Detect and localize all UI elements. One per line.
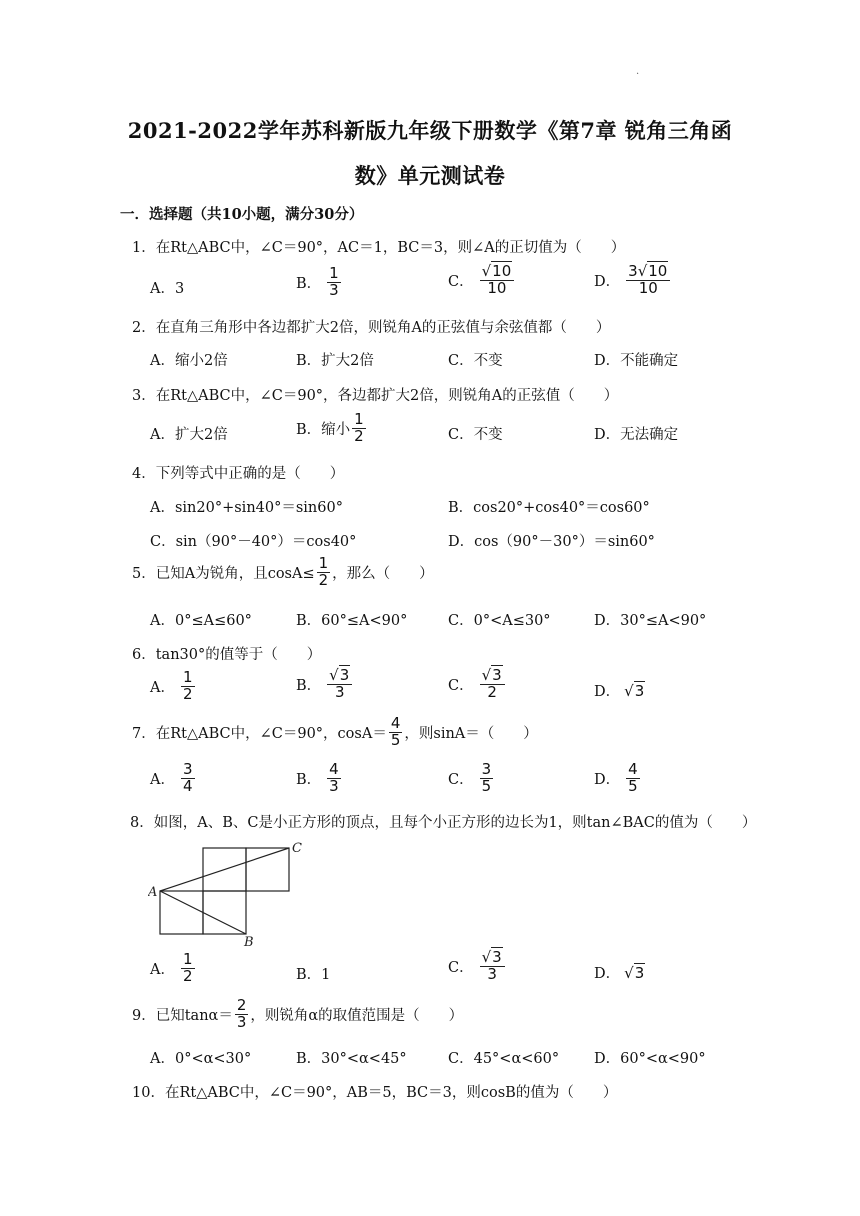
q1-option-a: A．3 bbox=[150, 281, 185, 297]
q6-option-b: B． $\frac{√3}{3}$ bbox=[296, 668, 354, 701]
question-1: 1．在Rt△ABC中，∠C＝90°，AC＝1，BC＝3，则∠A的正切值为（ ） bbox=[132, 240, 626, 256]
q8-option-a: A． $\frac{1}{2}$ bbox=[150, 950, 193, 985]
q1-option-b: B． $\frac{1}{3}$ bbox=[296, 264, 339, 299]
q1-d-fraction: $\frac{3√10}{10}$ bbox=[626, 264, 670, 297]
q7-option-a: A． $\frac{3}{4}$ bbox=[150, 760, 193, 795]
question-8: 8．如图，A、B、C是小正方形的顶点，且每个小正方形的边长为1，则tan∠BAC的值为（ ） bbox=[130, 815, 757, 831]
q6-option-d: D． √3 bbox=[594, 681, 645, 700]
q7-fraction: $\frac{4}{5}$ bbox=[390, 714, 401, 749]
grid-square-4 bbox=[246, 848, 289, 891]
question-6: 6．tan30°的值等于（ ） bbox=[132, 647, 322, 663]
q1-b-fraction: $\frac{1}{3}$ bbox=[329, 264, 339, 299]
q7-a-fraction: $\frac{3}{4}$ bbox=[182, 760, 193, 795]
question-3: 3．在Rt△ABC中，∠C＝90°，各边都扩大2倍，则锐角A的正弦值（ ） bbox=[132, 388, 619, 404]
q2-option-b: B．扩大2倍 bbox=[296, 353, 374, 369]
question-2: 2．在直角三角形中各边都扩大2倍，则锐角A的正弦值与余弦值都（ ） bbox=[132, 320, 611, 336]
question-7: 7．在Rt△ABC中，∠C＝90°，cosA＝ $\frac{4}{5}$ ，则sinA＝（ ） bbox=[132, 714, 538, 749]
q2-option-a: A．缩小2倍 bbox=[150, 353, 228, 369]
grid-figure bbox=[148, 838, 308, 948]
page-title-line2: 数》单元测试卷 bbox=[354, 163, 506, 188]
q7-d-fraction: $\frac{4}{5}$ bbox=[628, 760, 638, 795]
q9-fraction: $\frac{2}{3}$ bbox=[236, 996, 247, 1031]
q7-option-d: D． $\frac{4}{5}$ bbox=[594, 760, 638, 795]
q9-option-c: C．45°<α<60° bbox=[448, 1051, 560, 1067]
question-10: 10．在Rt△ABC中，∠C＝90°，AB＝5，BC＝3，则cosB的值为（ ） bbox=[132, 1085, 618, 1101]
q6-c-fraction: $\frac{√3}{2}$ bbox=[480, 668, 505, 701]
q4-option-d: D．cos（90°－30°）＝sin60° bbox=[448, 534, 655, 550]
q4-option-c: C．sin（90°－40°）＝cos40° bbox=[150, 534, 357, 550]
q5-fraction: $\frac{1}{2}$ bbox=[318, 554, 329, 589]
top-mark: . bbox=[636, 66, 640, 77]
grid-square-2 bbox=[203, 891, 246, 934]
q3-option-a: A．扩大2倍 bbox=[150, 427, 228, 443]
question-5: 5．已知A为锐角，且cosA≤ $\frac{1}{2}$ ，那么（ ） bbox=[132, 554, 434, 589]
q3-option-c: C．不变 bbox=[448, 427, 503, 443]
grid-square-1 bbox=[160, 891, 203, 934]
q2-option-c: C．不变 bbox=[448, 353, 503, 369]
page-title-line1: 2021-2022学年苏科新版九年级下册数学《第7章 锐角三角函 bbox=[127, 118, 733, 143]
q5-option-d: D．30°≤A<90° bbox=[594, 613, 707, 629]
q3-option-b: B．缩小 $\frac{1}{2}$ bbox=[296, 410, 364, 445]
q6-d-sqrt: √3 bbox=[624, 681, 645, 700]
question-4: 4．下列等式中正确的是（ ） bbox=[132, 466, 345, 482]
q7-b-fraction: $\frac{4}{3}$ bbox=[329, 760, 339, 795]
q8-option-d: D． √3 bbox=[594, 963, 645, 982]
q7-option-c: C． $\frac{3}{5}$ bbox=[448, 760, 492, 795]
label-b: B bbox=[244, 935, 254, 948]
q9-option-a: A．0°<α<30° bbox=[150, 1051, 252, 1067]
q1-c-fraction: $\frac{√10}{10}$ bbox=[480, 264, 515, 297]
q8-option-b: B．1 bbox=[296, 967, 331, 983]
q9-option-d: D．60°<α<90° bbox=[594, 1051, 706, 1067]
section-heading: 一．选择题（共10小题，满分30分） bbox=[120, 206, 364, 223]
q7-option-b: B． $\frac{4}{3}$ bbox=[296, 760, 339, 795]
q6-b-fraction: $\frac{√3}{3}$ bbox=[327, 668, 352, 701]
question-9: 9．已知tanα＝ $\frac{2}{3}$ ，则锐角α的取值范围是（ ） bbox=[132, 996, 464, 1031]
q8-c-fraction: $\frac{√3}{3}$ bbox=[480, 950, 505, 983]
q2-option-d: D．不能确定 bbox=[594, 353, 679, 369]
label-a: A bbox=[148, 885, 158, 900]
q4-option-b: B．cos20°+cos40°＝cos60° bbox=[448, 500, 650, 516]
q4-option-a: A．sin20°+sin40°＝sin60° bbox=[150, 500, 343, 516]
q6-option-c: C． $\frac{√3}{2}$ bbox=[448, 668, 507, 701]
q6-option-a: A． $\frac{1}{2}$ bbox=[150, 668, 193, 703]
q3-option-d: D．无法确定 bbox=[594, 427, 679, 443]
q8-option-c: C． $\frac{√3}{3}$ bbox=[448, 950, 507, 983]
q1-option-c: C． $\frac{√10}{10}$ bbox=[448, 264, 516, 297]
label-c: C bbox=[292, 841, 302, 856]
q3-b-fraction: $\frac{1}{2}$ bbox=[354, 410, 364, 445]
q9-option-b: B．30°<α<45° bbox=[296, 1051, 407, 1067]
q7-c-fraction: $\frac{3}{5}$ bbox=[481, 760, 492, 795]
q6-a-fraction: $\frac{1}{2}$ bbox=[182, 668, 193, 703]
q8-a-fraction: $\frac{1}{2}$ bbox=[182, 950, 193, 985]
q5-option-b: B．60°≤A<90° bbox=[296, 613, 408, 629]
q5-option-a: A．0°≤A≤60° bbox=[150, 613, 252, 629]
q5-option-c: C．0°<A≤30° bbox=[448, 613, 551, 629]
q8-d-sqrt: √3 bbox=[624, 963, 645, 982]
q1-option-d: D． $\frac{3√10}{10}$ bbox=[594, 264, 672, 297]
line-ac bbox=[160, 848, 289, 891]
